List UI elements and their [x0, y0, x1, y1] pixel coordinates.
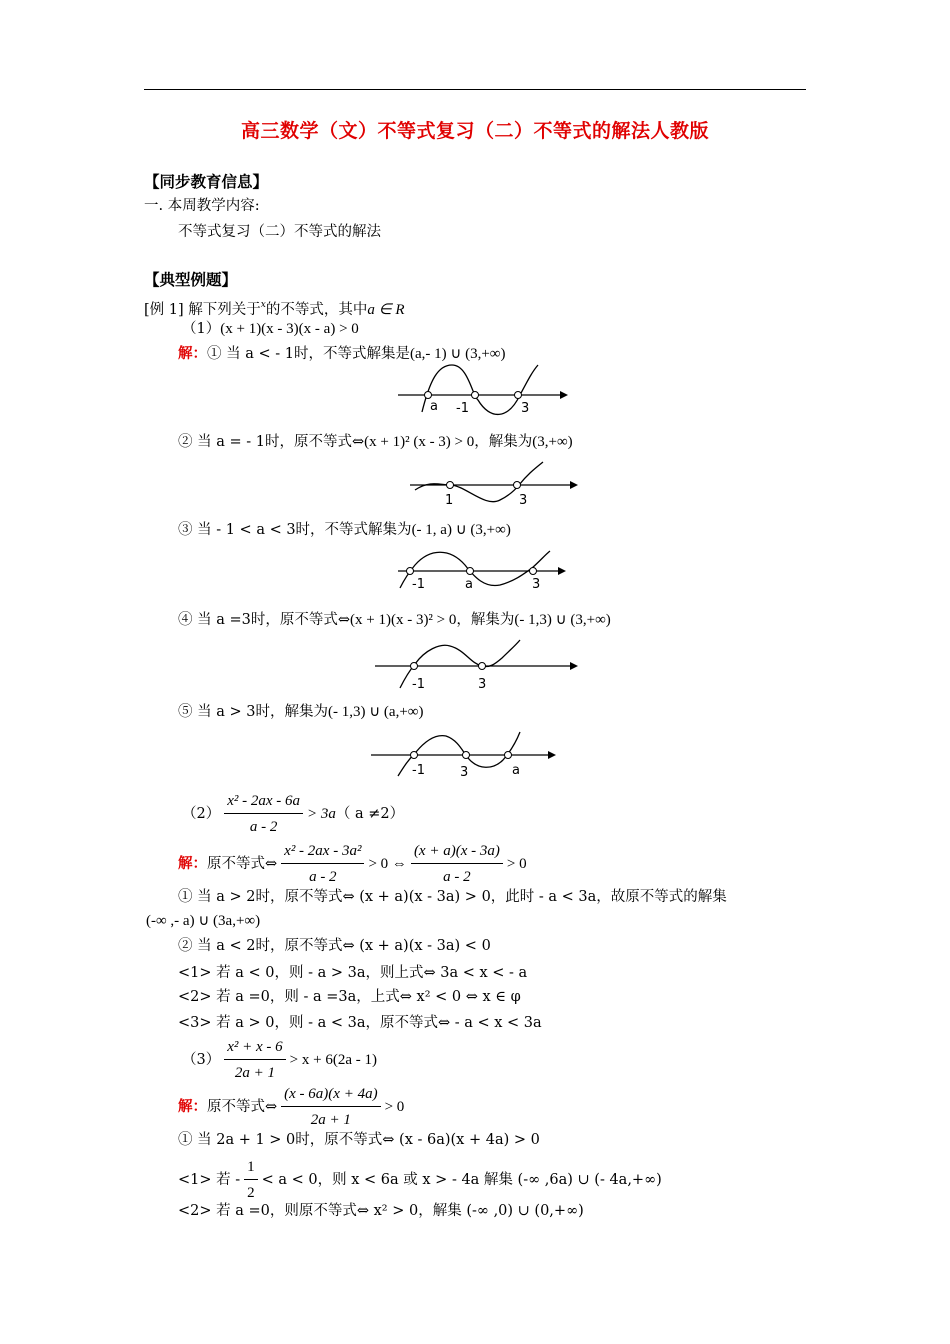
p2-case-2: ② 当 a < 2时，原不等式⇔ (x + a)(x - 3a) < 0 — [178, 938, 491, 954]
p3-case-1: ① 当 2a + 1 > 0时，原不等式⇔ (x - 6a)(x + 4a) > 0 — [178, 1132, 540, 1148]
graph1-label-a: a — [430, 399, 438, 414]
graph3-label-a: a — [465, 577, 473, 592]
problem-3: （3） $\frac{\text{x² + x - 6}}{2a + 1}$ > x + 6(2a - 1) — [182, 1036, 377, 1084]
p1-case-1: 解：① 当 a < - 1时，不等式解集是(a,- 1) ∪ (3,+∞) — [178, 345, 506, 362]
p1-case-5: ⑤ 当 a > 3时，解集为(- 1,3) ∪ (a,+∞) — [178, 704, 424, 720]
p2-case-1: ① 当 a > 2时，原不等式⇔ (x + a)(x - 3a) > 0，此时 - a < 3a，故原不等式的解集 — [178, 889, 727, 905]
sign-graph-5 — [368, 730, 563, 780]
section-content: 不等式复习（二）不等式的解法 — [178, 224, 381, 240]
graph3-label-3: 3 — [532, 577, 541, 592]
p3-solution: 解：原不等式⇔ $\frac{(x - 6a)(x + 4a)}{2a + 1}$ > 0 — [178, 1083, 404, 1131]
p2-sub-1: <1> 若 a < 0，则 - a > 3a，则上式⇔ 3a < x < - a — [178, 965, 528, 981]
graph2-label-3: 3 — [519, 493, 528, 508]
p1-case-4: ④ 当 a =3时，原不等式⇔(x + 1)(x - 3)² > 0，解集为(- 1,3) ∪ (3,+∞) — [178, 612, 611, 628]
section-item: 一. 本周教学内容: — [144, 198, 260, 214]
problem-2: （2） $\frac{\text{x² - 2ax - 6a}}{a - 2}$ > 3a（ a ≠2） — [182, 790, 404, 838]
p2-sub-2: <2> 若 a =0，则 - a =3a，上式⇔ x² < 0 ⇔ x ∈ φ — [178, 989, 521, 1005]
p2-solution: 解：原不等式⇔ $\frac{\text{x² - 2ax - 3a²}}{a - 2}$ > 0 ⇔ $\frac{(x + a)(x - 3a)}{a - 2}$ > 0 — [178, 840, 527, 888]
sign-graph-1 — [390, 360, 570, 420]
p1-case-3: ③ 当 - 1 < a < 3时，不等式解集为(- 1, a) ∪ (3,+∞) — [178, 522, 511, 538]
graph3-label-n1: -1 — [412, 577, 425, 592]
graph5-label-n1: -1 — [412, 763, 425, 778]
top-rule — [144, 89, 806, 90]
sign-graph-3 — [390, 543, 570, 593]
problem-1: （1）(x + 1)(x - 3)(x - a) > 0 — [182, 321, 359, 337]
sign-graph-4 — [370, 638, 585, 693]
sign-graph-2 — [405, 460, 580, 510]
graph5-label-3: 3 — [460, 765, 469, 780]
graph1-label-3: 3 — [521, 401, 530, 416]
graph4-label-3: 3 — [478, 677, 487, 692]
p2-case-1-cont: (-∞ ,- a) ∪ (3a,+∞) — [146, 913, 261, 929]
page-title: 高三数学（文）不等式复习（二）不等式的解法人教版 — [240, 120, 709, 142]
p3-sub-2: <2> 若 a =0，则原不等式⇔ x² > 0，解集 (-∞ ,0) ∪ (0,+∞) — [178, 1203, 584, 1219]
section-header-info: 【同步教育信息】 — [144, 173, 269, 191]
graph2-label-1: 1 — [445, 493, 454, 508]
p3-sub-1: <1> 若 - $\frac{1}{2}$ < a < 0，则 x < 6a 或 x > - 4a 解集 (-∞ ,6a) ∪ (- 4a,+∞) — [178, 1156, 662, 1204]
example-intro: [例 1] 解下列关于$^x$的不等式，其中a ∈ R — [144, 300, 405, 318]
graph1-label-n1: -1 — [456, 401, 469, 416]
graph5-label-a: a — [512, 763, 520, 778]
section-header-examples: 【典型例题】 — [144, 271, 238, 289]
p1-case-2: ② 当 a = - 1时，原不等式⇔(x + 1)² (x - 3) > 0，解集为(3,+∞) — [178, 434, 573, 450]
p2-sub-3: <3> 若 a > 0，则 - a < 3a，原不等式⇔ - a < x < 3a — [178, 1015, 542, 1031]
graph4-label-n1: -1 — [412, 677, 425, 692]
